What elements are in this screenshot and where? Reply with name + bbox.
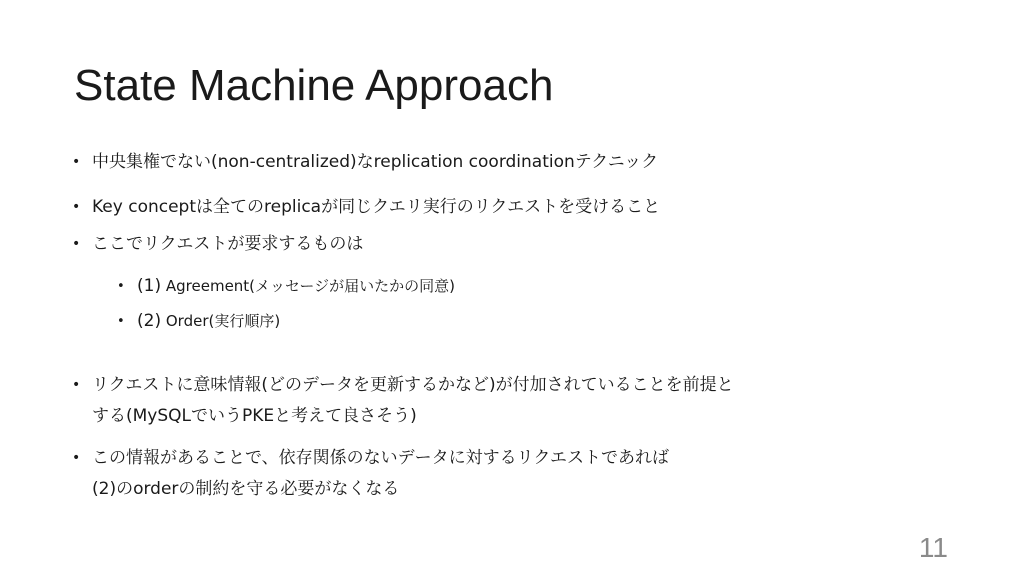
bullet-dot: • [117,314,125,329]
bullet-text-line: する(MySQLでいうPKEと考えて良さそう) [92,406,417,426]
bullet-item [72,443,669,505]
bullet-dot: • [72,377,81,393]
bullet-text-line: この情報があることで、依存関係のないデータに対するリクエストであれば [92,448,669,468]
bullet-item [72,192,661,223]
bullet-dot: • [72,199,81,215]
bullet-dot: • [72,236,81,252]
sub-bullet-number: (1) [137,276,162,296]
bullet-dot: • [117,279,125,294]
slide-title: State Machine Approach [74,61,554,110]
sub-bullet-item [117,306,281,337]
bullet-text: 中央集権でない(non-centralized)なreplication coordinationテクニック [92,152,659,172]
bullet-text-line: リクエストに意味情報(どのデータを更新するかなど)が付加されていることを前提と [92,375,734,395]
page-number: 11 [918,532,948,563]
sub-bullet-text: Order(実行順序) [165,312,281,330]
bullet-item [72,229,364,260]
bullet-text: ここでリクエストが要求するものは [92,234,364,254]
bullet-text: Key conceptは全てのreplicaが同じクエリ実行のリクエストを受けること [92,197,661,217]
bullet-dot: • [72,450,81,466]
bullet-text-line: (2)のorderの制約を守る必要がなくなる [92,479,400,499]
sub-bullet-item [117,271,455,302]
sub-bullet-number: (2) [137,311,162,331]
bullet-dot: • [72,154,81,170]
sub-bullet-text: Agreement(メッセージが届いたかの同意) [165,277,455,295]
bullet-item [72,370,734,432]
bullet-item [72,147,659,178]
